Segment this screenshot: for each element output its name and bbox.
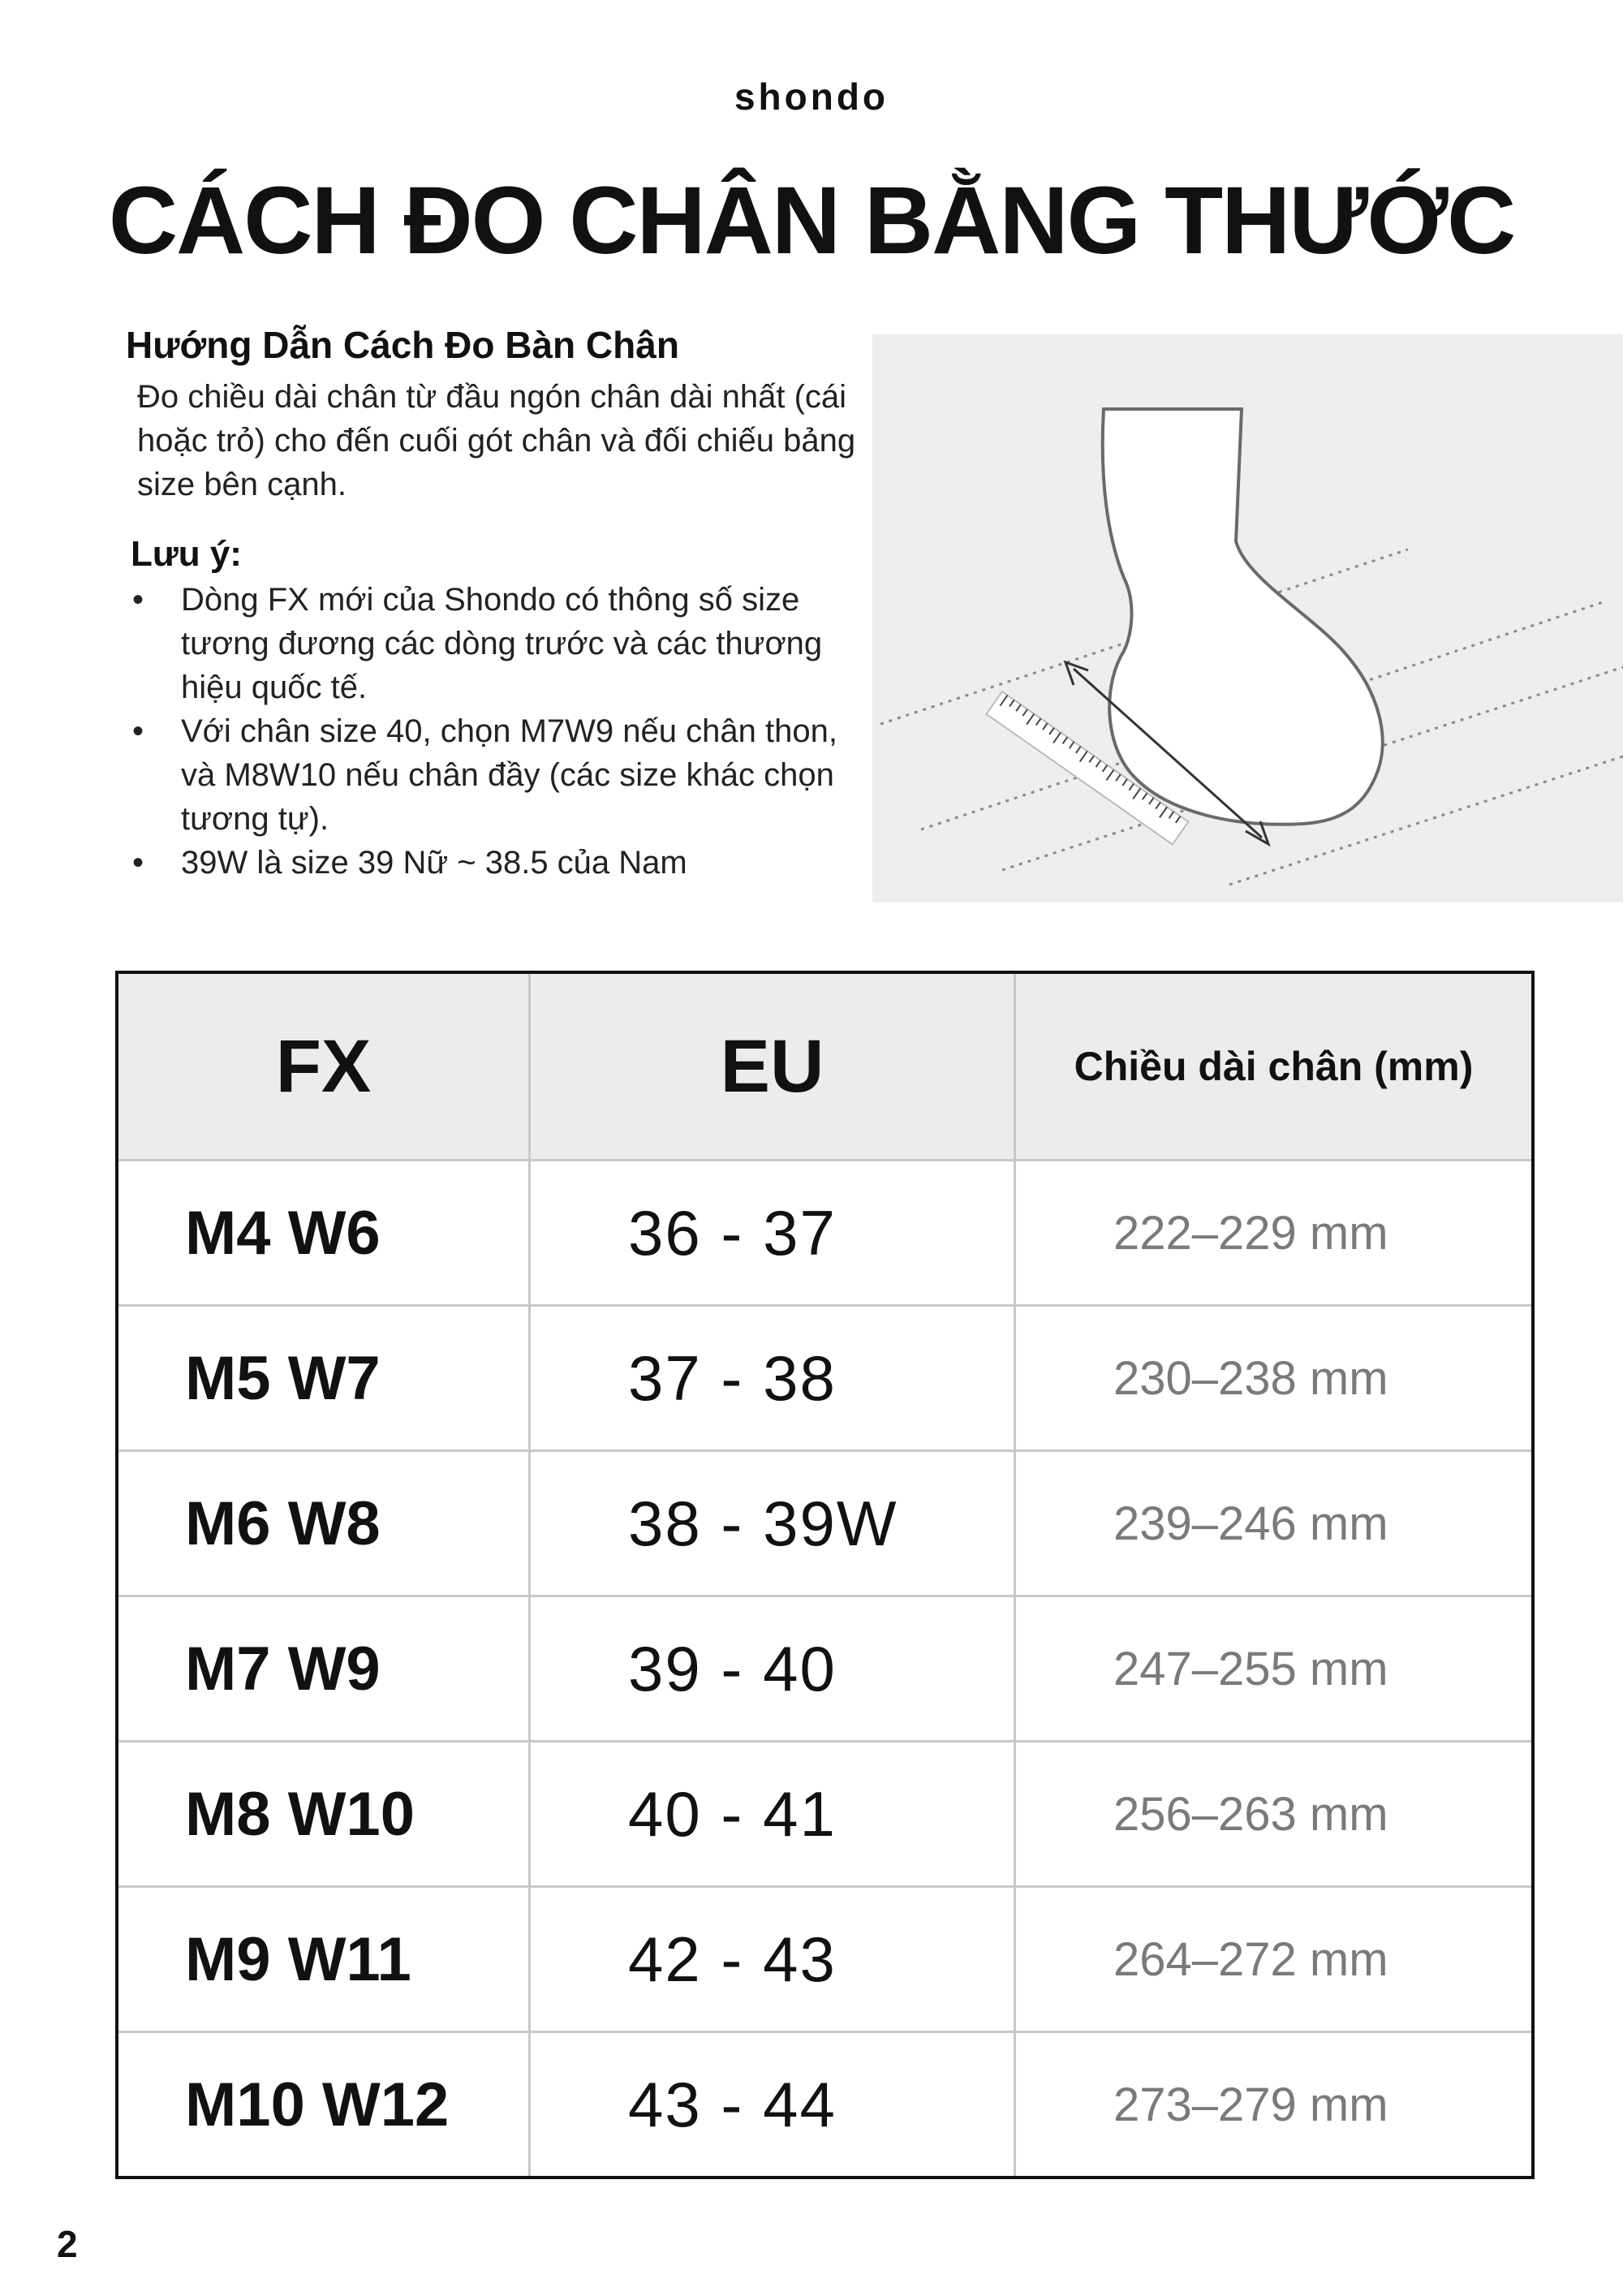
- table-row: [117, 1161, 1533, 1306]
- eu-size: 40 - 41: [530, 1742, 1015, 1887]
- fx-size: M4 W6: [117, 1161, 530, 1306]
- note-item: • Dòng FX mới của Shondo có thông số size tương đương các dòng trước và các thương hiệu quốc tế.: [126, 578, 876, 709]
- fx-size: M6 W8: [117, 1451, 530, 1596]
- foot-length: 239–246 mm: [1015, 1451, 1534, 1596]
- eu-size: 36 - 37: [530, 1161, 1015, 1306]
- foot-measure-illustration: [872, 334, 1623, 902]
- header-eu: EU: [530, 972, 1015, 1161]
- note-item: • Với chân size 40, chọn M7W9 nếu chân thon, và M8W10 nếu chân đầy (các size khác chọn tương tự).: [126, 709, 876, 841]
- foot-length: 264–272 mm: [1015, 1887, 1534, 2032]
- eu-size: 37 - 38: [530, 1306, 1015, 1451]
- foot-length: 273–279 mm: [1015, 2032, 1534, 2178]
- foot-length: 230–238 mm: [1015, 1306, 1534, 1451]
- page-title: CÁCH ĐO CHÂN BẰNG THƯỚC: [108, 167, 1515, 274]
- eu-size: 43 - 44: [530, 2032, 1015, 2178]
- page-number: 2: [57, 2223, 78, 2265]
- header-fx: FX: [117, 972, 530, 1161]
- measure-guide: [126, 323, 876, 885]
- size-table: [115, 971, 1535, 2179]
- fx-size: M5 W7: [117, 1306, 530, 1451]
- eu-size: 42 - 43: [530, 1887, 1015, 2032]
- table-row: [117, 1887, 1533, 2032]
- guide-body: Đo chiều dài chân từ đầu ngón chân dài nhất (cái hoặc trỏ) cho đến cuối gót chân và đối chiếu bảng size bên cạnh.: [137, 379, 856, 502]
- fx-size: M9 W11: [117, 1887, 530, 2032]
- fx-size: M10 W12: [117, 2032, 530, 2178]
- brand-logo: shondo: [734, 75, 889, 118]
- eu-size: 39 - 40: [530, 1596, 1015, 1742]
- table-row: [117, 1596, 1533, 1742]
- note-heading: Lưu ý:: [131, 534, 242, 574]
- note-item: • 39W là size 39 Nữ ~ 38.5 của Nam: [126, 841, 876, 885]
- table-row: [117, 1742, 1533, 1887]
- foot-length: 256–263 mm: [1015, 1742, 1534, 1887]
- foot-measure-icon: [872, 334, 1623, 902]
- table-row: [117, 1306, 1533, 1451]
- table-row: [117, 1451, 1533, 1596]
- foot-length: 222–229 mm: [1015, 1161, 1534, 1306]
- eu-size: 38 - 39W: [530, 1451, 1015, 1596]
- header-length: Chiều dài chân (mm): [1015, 972, 1534, 1161]
- fx-size: M7 W9: [117, 1596, 530, 1742]
- notes-list: [126, 578, 876, 885]
- guide-heading: Hướng Dẫn Cách Đo Bàn Chân: [126, 324, 679, 366]
- fx-size: M8 W10: [117, 1742, 530, 1887]
- table-row: [117, 2032, 1533, 2178]
- foot-length: 247–255 mm: [1015, 1596, 1534, 1742]
